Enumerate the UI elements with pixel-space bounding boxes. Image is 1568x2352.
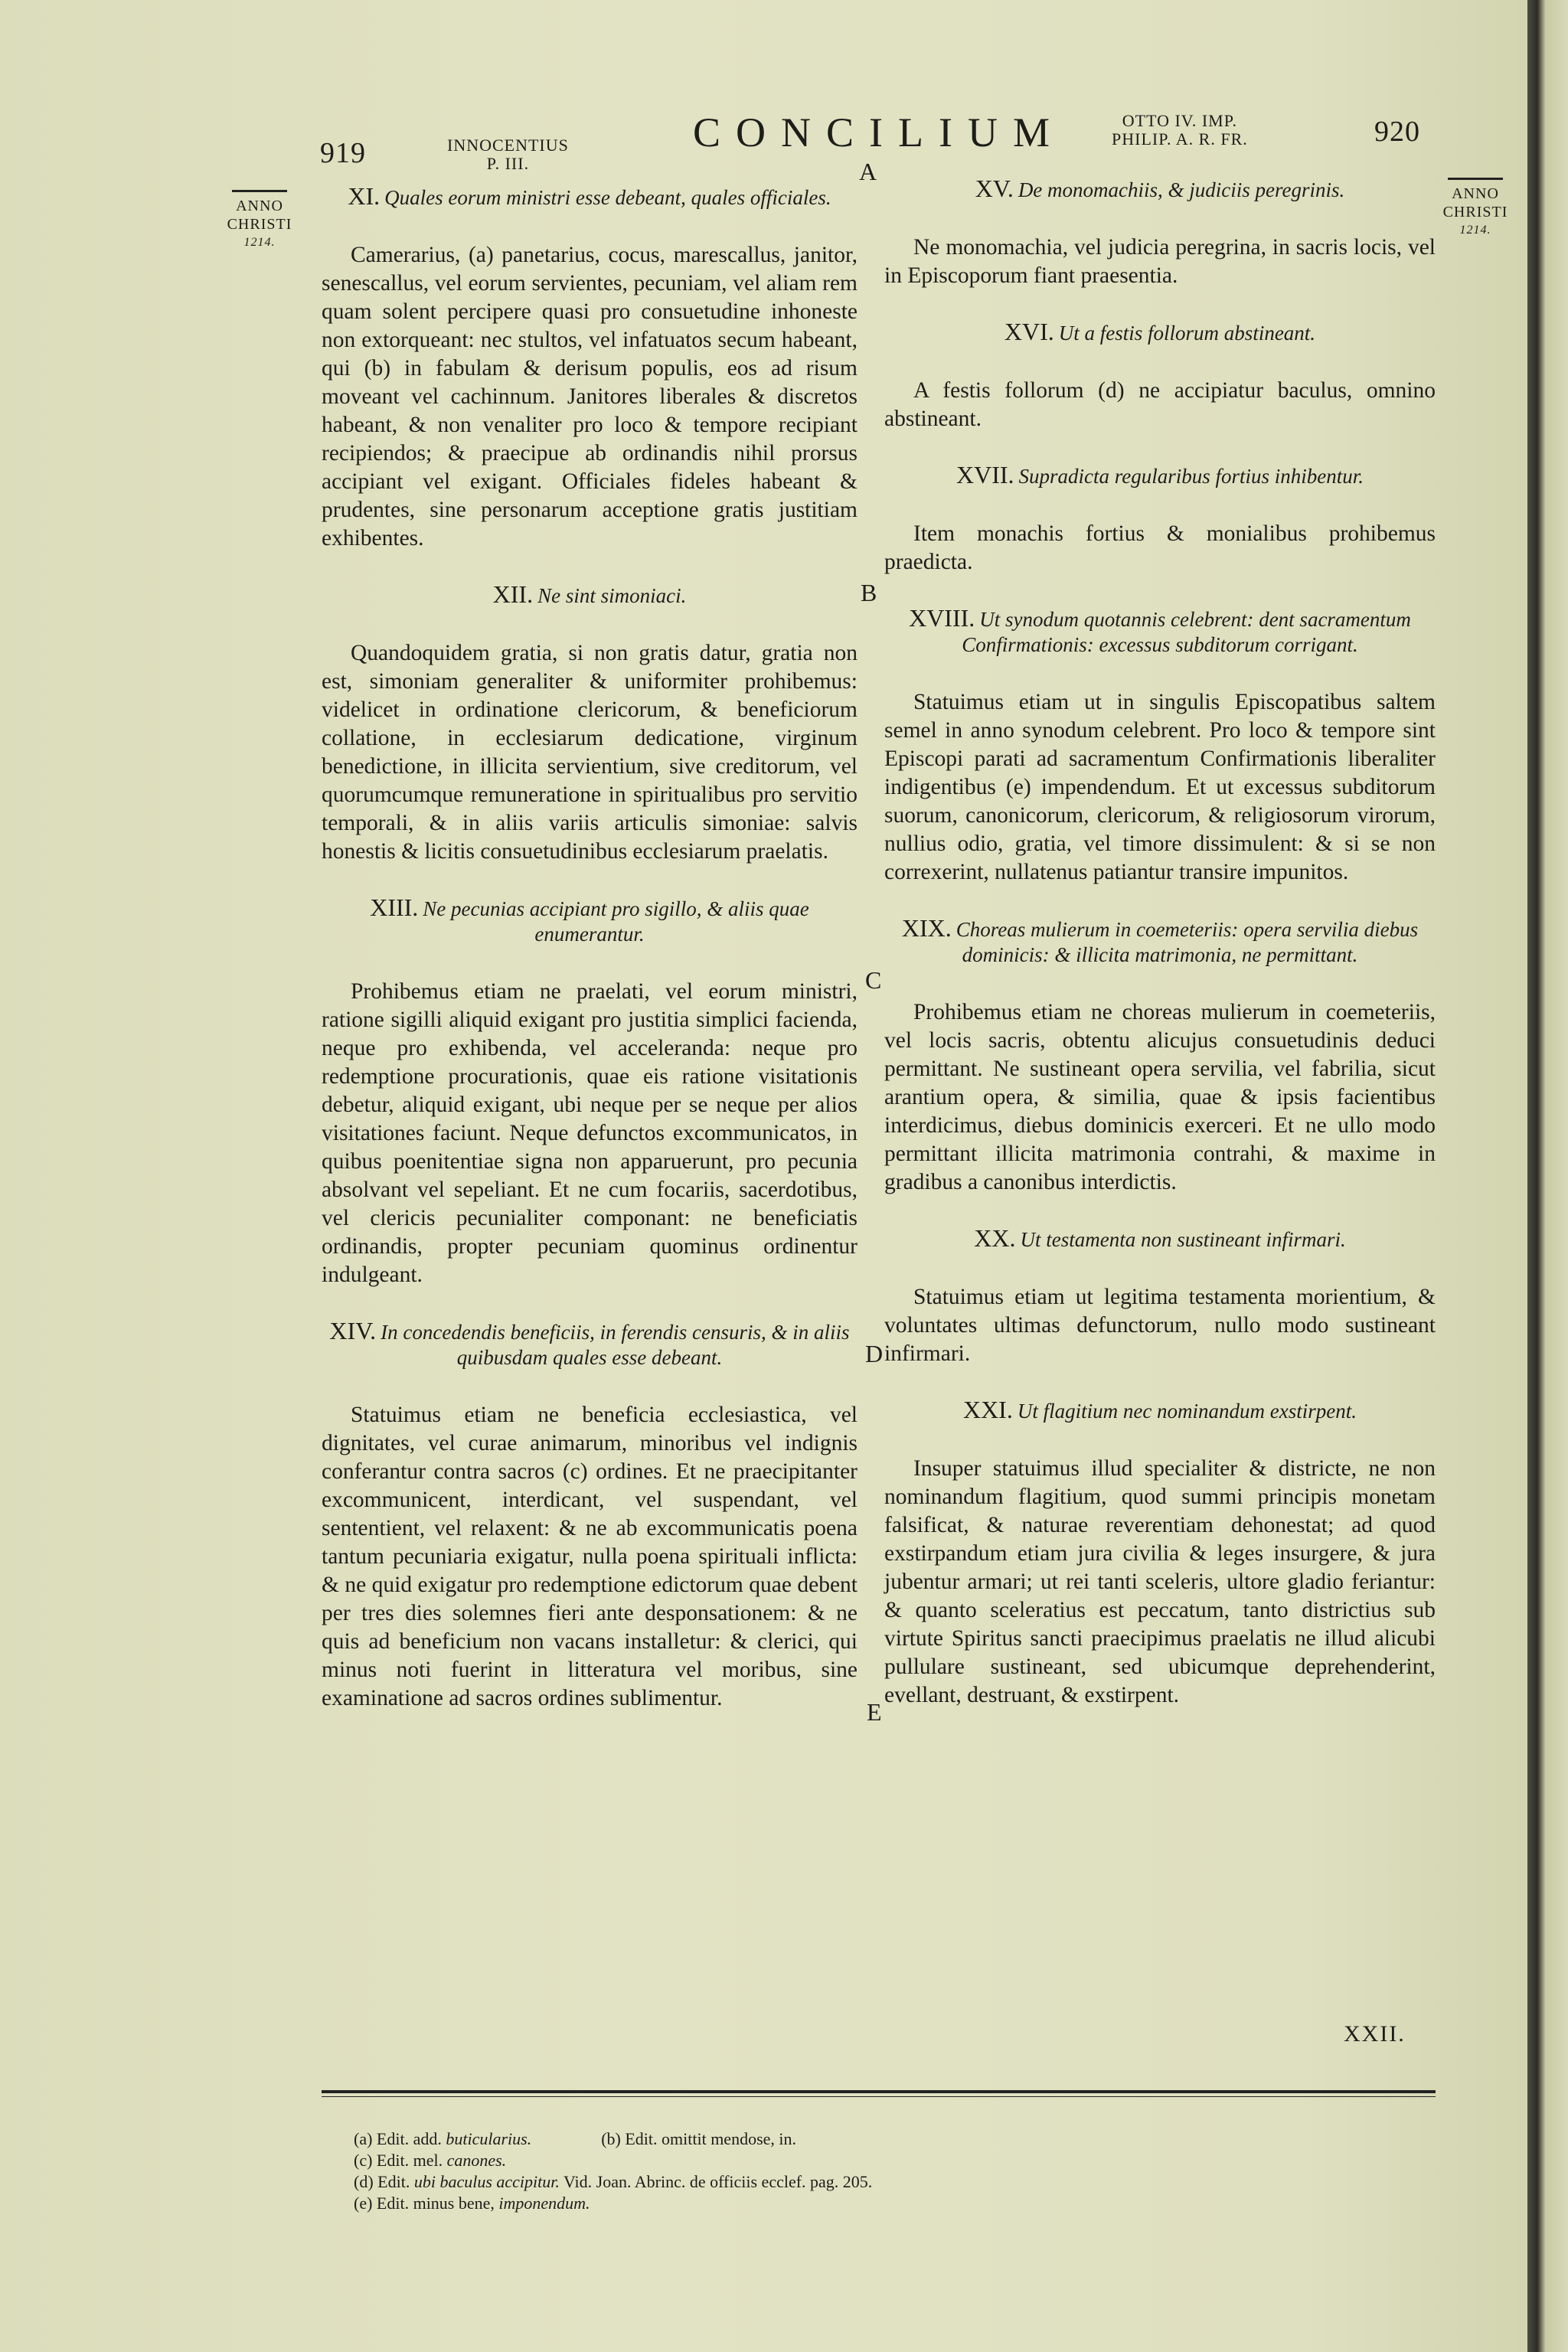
footnote-d (354, 2171, 872, 2193)
canon-text: Statuimus etiam ut in singulis Episcopatibus saltem semel in anno synodum celebrent. Pro loco & tempore sint Episcopi parati ad sacramentum Confirmationis liberaliter indigentibus (e) impendendum. Et ut excessus subditorum suorum, canonicorum, clericorum, & religiosorum virorum, nullius odio, gratia, vel timore dissimulent: & si se non correxerint, nullatenus patiantur transire impunitos. (884, 690, 1436, 884)
canon-title: In concedendis beneficiis, in ferendis censuris, & in aliis quibusdam quales esse debeant. (381, 1321, 850, 1369)
side-note-anno: ANNO (236, 198, 283, 214)
canon-text: Quandoquidem gratia, si non gratis datur, gratia non est, simoniam generaliter & uniformiter prohibemus: videlicet in ordinatione clericorum, & beneficiorum collatione, in ecclesiarum dedicatione, virginum benedictione, in illicita servientium, sive creditorum, vel quorumcumque remuneratione in spiritualibus pro servitio temporali, & in aliis variis articulis simoniae: salvis honestis & licitis consuetudinibus ecclesiarum praelatis. (322, 641, 858, 864)
right-page-number: 920 (1374, 116, 1420, 148)
footnote-rule-thin (322, 2096, 1436, 2097)
side-note-christi: CHRISTI (1442, 204, 1508, 220)
footnote-e (354, 2193, 872, 2214)
canon-title: De monomachiis, & judiciis peregrinis. (1018, 178, 1345, 201)
canon-text: Prohibemus etiam ne choreas mulierum in coemeteriis, vel locis sacris, obtentu alicujus consuetudinis deduci permittant. Ne sustineant opera servilia, vel fabrilia, sicut arantium opera, & similia, quae & ipsis facientibus interdicimus, diebus dominicis exerceri. Et ne ullo modo permittant illicita matrimonia contrahi, & maxime in gradibus a canonibus interdictis. (884, 1000, 1436, 1194)
canon-title: Choreas mulierum in coemeteriis: opera servilia diebus dominicis: & illicita matrimonia, ne permittant. (956, 918, 1419, 966)
footnote-c (354, 2150, 872, 2171)
footnote-d-reference: Vid. Joan. Abrinc. de officiis ecclef. pag. 205. (563, 2172, 873, 2191)
canon-heading (884, 462, 1436, 489)
running-head-emperor: OTTO IV. IMP. (1122, 111, 1238, 130)
canon-heading (884, 916, 1436, 968)
canon-heading (884, 176, 1436, 203)
canon-number: XVII. (956, 461, 1014, 488)
footnotes (354, 2128, 872, 2214)
margin-letter-c: C (865, 966, 882, 994)
canon-heading (322, 895, 858, 947)
canon-text: Ne monomachia, vel judicia peregrina, in sacris locis, vel in Episcoporum fiant praesentia. (884, 235, 1436, 288)
canon-text: Camerarius, (a) panetarius, cocus, marescallus, janitor, senescallus, vel eorum servientes, pecuniam, vel aliam rem quam solent percipere quasi pro consuetudine inhoneste non extorqueant: nec stultos, vel infatuatos secum habeant, qui (b) in fabulam & derisum populis, eos ad risum moveant vel cachinnum. Janitores liberales & discretos habeant, & non venaliter pro loco & tempore recipiant recipiendos; & praecipue ab ordinandis nihil prorsus accipiant vel exigant. Officiales fideles habeant & prudentes, sine personarum acceptione gratis justitiam exhibentes. (322, 243, 858, 550)
margin-letter-e: E (867, 1698, 882, 1726)
side-note-christi: CHRISTI (227, 216, 292, 233)
canon-text: Statuimus etiam ne beneficia ecclesiastica, vel dignitates, vel curae animarum, minoribus vel indignis conferantur contra sacros (c) ordines. Et ne praecipitanter excommunicent, interdicant, vel suspendant, vel sententient, vel relaxent: & ne ab excommunicatis poena tantum pecuniaria exigatur, nulla poena spirituali inflicta: & ne quid exigatur pro redemptione edictorum quae debent per tres dies solemnes fieri ante desponsationem: & ne quis ad beneficium non vacans installetur: & clerici, qui minus noti fuerint in litteratura vel moribus, sine examinatione ad sacros ordines sublimentur. (322, 1403, 858, 1710)
right-running-head (1112, 112, 1248, 149)
canon-number: XIII. (370, 893, 419, 921)
canon-heading (322, 1318, 858, 1370)
canon-heading (884, 1226, 1436, 1253)
canon-title: Supradicta regularibus fortius inhibentur. (1018, 465, 1364, 488)
running-head-pope: INNOCENTIUS (447, 136, 569, 155)
footnote-e-label: (e) Edit. minus bene, (354, 2194, 495, 2213)
side-note-rule (1448, 178, 1503, 180)
canon-number: XI. (348, 182, 381, 210)
canon-title: Ne sint simoniaci. (537, 584, 687, 607)
footnote-d-variant: ubi baculus accipitur. (413, 2172, 560, 2191)
canon-text: Insuper statuimus illud specialiter & districte, ne non nominandum flagitium, quod summi principis monetam falsificat, & naturae reverentiam dehonestat; ad quod exstirpandum etiam jura civilia & leges insurgere, & jura jubentur armari; ut rei tanti sceleris, ultore gladio feriantur: & quanto sceleratius est peccatum, tanto districtius sub virtute Spiritus sancti praecipimus praelatis ne illud alicubi pullulare sustineant, sed ubicumque deprehenderint, evellant, destruant, & exstirpent. (884, 1456, 1436, 1707)
side-note-year-right (1433, 178, 1517, 240)
margin-letter-d: D (865, 1340, 884, 1367)
left-running-head (447, 136, 569, 173)
footnote-e-variant: imponendum. (498, 2194, 590, 2213)
canon-title: Ut testamenta non sustineant infirmari. (1020, 1228, 1346, 1251)
footnote-c-variant: canones. (446, 2151, 507, 2170)
catchword: XXII. (1344, 2021, 1406, 2047)
footnote-b: (b) Edit. omittit mendose, in. (601, 2129, 797, 2148)
margin-letter-b: B (861, 579, 877, 606)
left-page-number: 919 (320, 137, 366, 169)
canon-text: Prohibemus etiam ne praelati, vel eorum ministri, ratione sigilli aliquid exigant pro justitia simplici facienda, neque pro exhibenda, vel acceleranda: neque pro redemptione procurationis, quae eis ratione visitationis debetur, aliquid exigant, ubi neque per se neque per alios visitationes faciunt. Neque defunctos excommunicatos, in quibus poenitentiae signa non apparuerunt, pro pecunia absolvant vel sepeliant. Et ne cum focariis, sacerdotibus, vel clericis pecunialiter componant: ne beneficiatis ordinandis, propter pecuniam quominus ordinentur indulgeant. (322, 979, 858, 1287)
left-column (322, 184, 858, 1742)
canon-title: Quales eorum ministri esse debeant, quales officiales. (384, 186, 831, 209)
canon-number: XII. (492, 580, 534, 608)
footnote-rule (322, 2090, 1436, 2093)
footnote-a-variant: buticularius. (446, 2129, 532, 2148)
canon-number: XXI. (962, 1396, 1013, 1423)
canon-number: XX. (974, 1224, 1016, 1252)
page-title: CONCILIUM (693, 109, 1065, 155)
canon-title: Ut a festis follorum abstineant. (1058, 322, 1316, 345)
canon-heading (884, 319, 1436, 346)
footnote-c-label: (c) Edit. mel. (354, 2151, 443, 2170)
canon-number: XV. (975, 175, 1014, 202)
canon-title: Ut flagitium nec nominandum exstirpent. (1017, 1400, 1357, 1423)
running-head-king: PHILIP. A. R. FR. (1112, 129, 1248, 149)
canon-heading (322, 582, 858, 609)
running-head-pope-number: P. III. (486, 154, 530, 173)
footnote-d-label: (d) Edit. (354, 2172, 410, 2191)
footnote-a-label: (a) Edit. add. (354, 2129, 442, 2148)
side-note-year: 1214. (1459, 224, 1491, 237)
canon-number: XVI. (1004, 318, 1054, 345)
right-column (884, 176, 1436, 1739)
footnote-ab (354, 2128, 872, 2150)
canon-number: XVIII. (909, 604, 975, 632)
canon-heading (322, 184, 858, 211)
canon-text: A festis follorum (d) ne accipiatur baculus, omnino abstineant. (884, 378, 1436, 431)
canon-title: Ne pecunias accipiant pro sigillo, & aliis quae enumerantur. (423, 897, 809, 946)
margin-letter-a: A (859, 158, 877, 185)
side-note-anno: ANNO (1452, 185, 1499, 202)
side-note-year: 1214. (243, 236, 276, 249)
canon-heading (884, 606, 1436, 658)
canon-text: Item monachis fortius & monialibus prohibemus praedicta. (884, 521, 1436, 574)
canon-title: Ut synodum quotannis celebrent: dent sacramentum Confirmationis: excessus subditorum corrigant. (962, 608, 1411, 656)
canon-heading (884, 1397, 1436, 1424)
side-note-year-left (217, 190, 302, 252)
canon-number: XIX. (901, 914, 952, 942)
side-note-rule (232, 190, 287, 192)
canon-number: XIV. (329, 1317, 377, 1344)
canon-text: Statuimus etiam ut legitima testamenta morientium, & voluntates ultimas defunctorum, nullo modo sustineant infirmari. (884, 1285, 1436, 1366)
adjacent-page-edge (1537, 0, 1568, 2352)
